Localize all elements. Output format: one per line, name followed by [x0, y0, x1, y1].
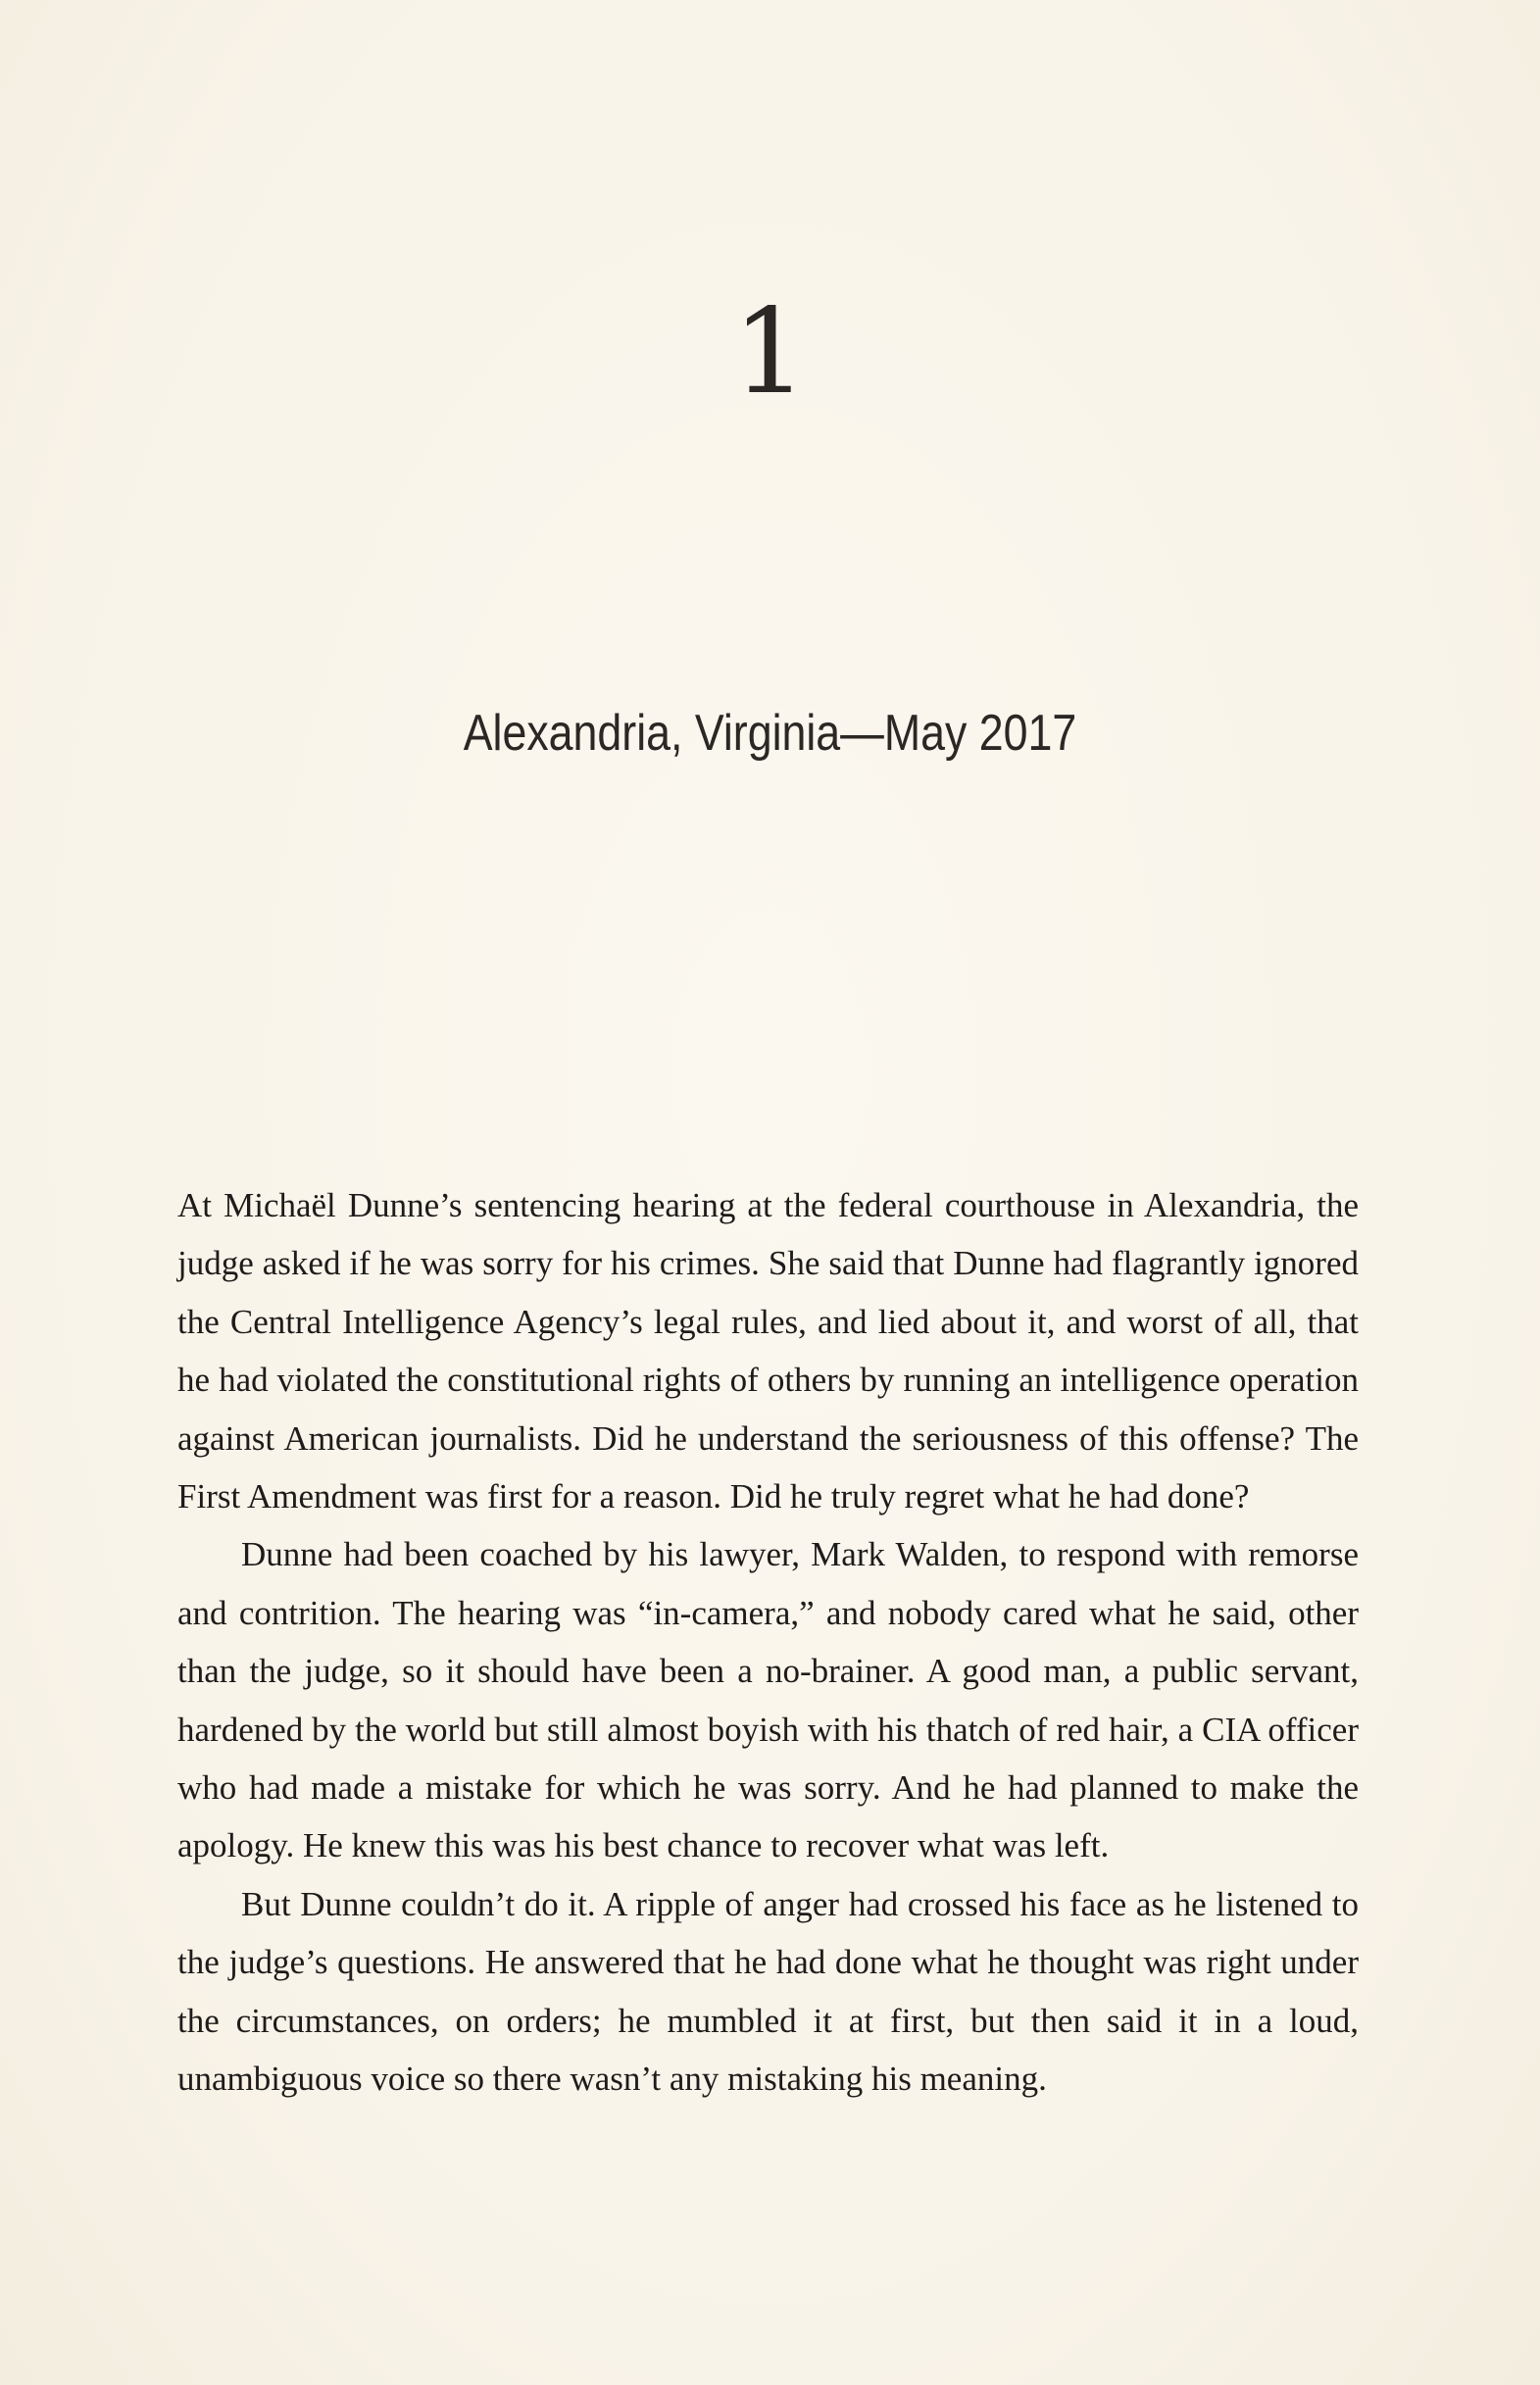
paragraph: Dunne had been coached by his lawyer, Mark Walden, to respond with remorse and contrition. The hearing was “in-camera,” and nobody cared what he said, other than the judge, so it should have been a no-brainer. A good man, a public servant, hardened by the world but still almost boyish with his thatch of red hair, a CIA officer who had made a mistake for which he was sorry. And he had planned to make the apology. He knew this was his best chance to recover what was left. — [177, 1535, 1359, 1865]
paragraph: But Dunne couldn’t do it. A ripple of anger had crossed his face as he listened to the judge’s questions. He answered that he had done what he thought was right under the circumstances, on orders; he mumbled it at first, but then said it in a loud, unambiguous voice so there wasn’t any mistaking his meaning. — [177, 1884, 1359, 2099]
body-text — [177, 1176, 1359, 2109]
chapter-number: 1 — [732, 284, 808, 421]
paragraph: At Michaël Dunne’s sentencing hearing at the federal courthouse in Alexandria, the judge asked if he was sorry for his crimes. She said that Dunne had flagrantly ignored the Central Intelligence Agency’s legal rules, and lied about it, and worst of all, that he had violated the constitutional rights of others by running an intelligence operation against American journalists. Did he understand the seriousness of this offense? The First Amendment was first for a reason. Did he truly regret what he had done? — [177, 1186, 1359, 1516]
chapter-title: Alexandria, Virginia—May 2017 — [463, 705, 1077, 762]
